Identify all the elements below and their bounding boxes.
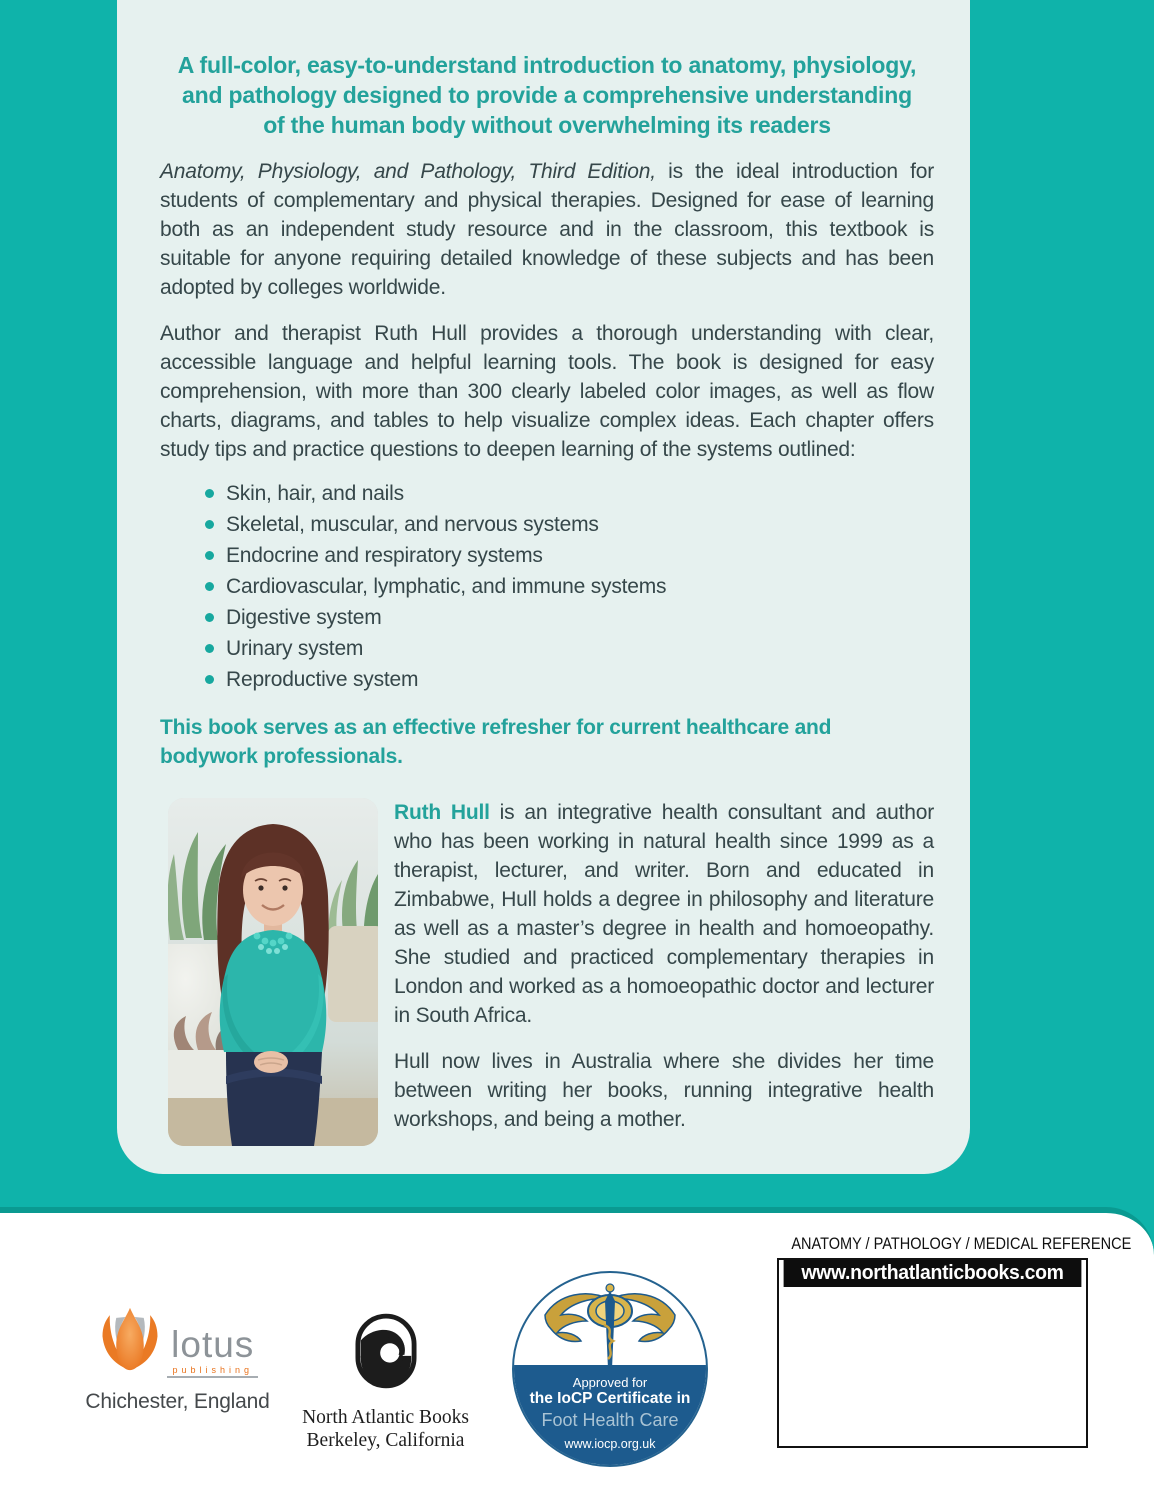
category-label: ANATOMY / PATHOLOGY / MEDICAL REFERENCE [791, 1235, 1132, 1253]
about-paragraph: Author and therapist Ruth Hull provides a thorough understanding with clear, accessible language and helpful learning tools. The book is designed for easy comprehension, with more than 300 clearly labeled color images, as well as flow charts, diagrams, and tables to help visualize complex ideas. Each chapter offers study tips and practice questions to deepen learning of the systems outlined: [160, 322, 934, 461]
author-section [160, 798, 934, 1146]
bullet-icon [205, 489, 214, 498]
north-atlantic-books-logo [293, 1313, 478, 1452]
list-item-label: Digestive system [226, 606, 382, 629]
iocp-approved-label: Approved for [572, 1375, 648, 1390]
bio-paragraph [394, 798, 934, 1030]
author-photo [168, 798, 378, 1146]
list-item-label: Reproductive system [226, 668, 419, 691]
publisher-strip [0, 1207, 1154, 1500]
list-item-label: Endocrine and respiratory systems [226, 544, 543, 567]
nab-location: Berkeley, California [306, 1430, 465, 1451]
iocp-badge-text [514, 1375, 706, 1454]
intro-text: is the ideal introduction for students of complementary and physical therapies. Designed for ease of learning both as an independent study resource and in the classroom, this textbook is suitable for anyone requiring detailed knowledge of these subjects and has been adopted by colleges worldwide. [160, 160, 934, 299]
list-item [205, 478, 934, 509]
lotus-publishing-label: publishing [172, 1365, 253, 1375]
lotus-location: Chichester, England [85, 1390, 270, 1413]
bullet-icon [205, 613, 214, 622]
book-title: Anatomy, Physiology, and Pathology, Third Edition, [160, 160, 656, 183]
lotus-name: lotus [171, 1324, 255, 1365]
callout-paragraph: This book serves as an effective refresher for current healthcare and bodywork professionals. [160, 716, 832, 768]
publisher-website: www.northatlanticbooks.com [784, 1260, 1082, 1287]
bio-paragraph-2: Hull now lives in Australia where she divides her time between writing her books, running integrative health workshops, and being a mother. [394, 1050, 934, 1131]
barcode-box [777, 1258, 1088, 1448]
nab-name-location [293, 1406, 478, 1452]
bullet-icon [205, 520, 214, 529]
list-item-label: Urinary system [226, 637, 364, 660]
nab-wave-icon [355, 1313, 417, 1389]
lotus-wordmark [167, 1324, 258, 1378]
bullet-icon [205, 551, 214, 560]
intro-paragraph [160, 157, 934, 302]
lotus-flower-icon [97, 1305, 163, 1373]
bullet-icon [205, 644, 214, 653]
author-name: Ruth Hull [394, 801, 490, 824]
list-item [205, 633, 934, 664]
iocp-foot-health-label: Foot Health Care [541, 1410, 679, 1430]
lotus-publishing-logo [85, 1305, 270, 1414]
author-photo-image [168, 798, 378, 1146]
bio-text: is an integrative health consultant and author who has been working in natural health since 1999 as a therapist, lecturer, and writer. Born and educated in Zimbabwe, Hull holds a degree in philosophy and literature as well as a master’s degree in health and homoeopathy. She studied and practiced complementary therapies in London and worked as a homoeopathic doctor and lecturer in South Africa. [394, 801, 934, 1027]
list-item [205, 664, 934, 695]
headline: A full-color, easy-to-understand introduction to anatomy, physiology, and pathology designed to provide a comprehensive understanding of the human body without overwhelming its readers [177, 52, 917, 138]
list-item [205, 540, 934, 571]
list-item [205, 509, 934, 540]
back-cover-panel [117, 0, 970, 1174]
caduceus-icon [535, 1281, 685, 1377]
bullet-icon [205, 675, 214, 684]
list-item [205, 602, 934, 633]
iocp-certificate-label: the IoCP Certificate in [529, 1390, 691, 1407]
iocp-url: www.iocp.org.uk [564, 1437, 656, 1451]
list-item-label: Cardiovascular, lymphatic, and immune systems [226, 575, 667, 598]
systems-list [160, 478, 934, 695]
bullet-icon [205, 582, 214, 591]
list-item-label: Skeletal, muscular, and nervous systems [226, 513, 599, 536]
list-item [205, 571, 934, 602]
author-bio [394, 798, 934, 1146]
nab-name: North Atlantic Books [302, 1407, 469, 1428]
list-item-label: Skin, hair, and nails [226, 482, 404, 505]
iocp-badge [512, 1271, 708, 1467]
